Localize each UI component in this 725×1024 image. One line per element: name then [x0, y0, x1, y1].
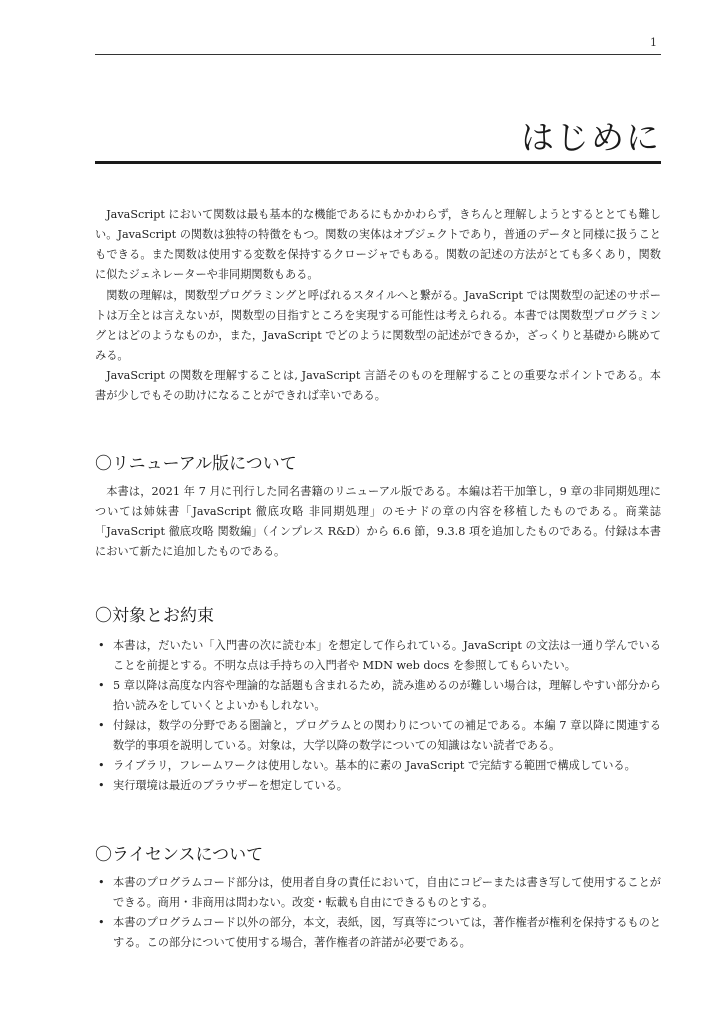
list-item: • 実行環境は最近のブラウザーを想定している。	[95, 776, 661, 796]
audience-list	[95, 636, 661, 796]
intro-paragraph-3: JavaScript の関数を理解することは, JavaScript 言語そのものを理解することの重要なポイントである。本書が少しでもその助けになることができれば幸いである。	[95, 369, 661, 402]
list-item: • ライブラリ，フレームワークは使用しない。基本的に素の JavaScript で完結する範囲で構成している。	[95, 756, 661, 776]
intro-paragraph-2: 関数の理解は，関数型プログラミングと呼ばれるスタイルへと繋がる。JavaScript では関数型の記述のサポートは万全とは言えないが，関数型の目指すところを実現する可能性は考えられる。本書では関数型プログラミングとはどのようなものか，また，JavaScript でどのように関数型の記述ができるか，ざっくりと基礎から眺めてみる。	[95, 289, 661, 362]
header-rule	[95, 54, 661, 55]
title-underline	[95, 161, 661, 164]
chapter-title: はじめに	[521, 118, 661, 157]
list-item: • 付録は，数学の分野である圏論と，プログラムとの関わりについての補足である。本編 7 章以降に関連する数学的事項を説明している。対象は，大学以降の数学についての知識はない読者である。	[95, 716, 661, 756]
renewal-paragraph: 本書は，2021 年 7 月に刊行した同名書籍のリニューアル版である。本編は若干加筆し，9 章の非同期処理については姉妹書「JavaScript 徹底攻略 非同期処理」のモナドの章の内容を移植したものである。商業誌「JavaScript 徹底攻略 関数編」（インプレス R&D）から 6.6 節，9.3.8 項を追加したものである。付録は本書において新たに追加したものである。	[95, 485, 661, 558]
page-number: 1	[650, 36, 657, 49]
intro-paragraph-1: JavaScript において関数は最も基本的な機能であるにもかかわらず，きちんと理解しようとするととても難しい。JavaScript の関数は独特の特徴をもつ。関数の実体はオブジェクトであり，普通のデータと同様に扱うこともできる。また関数は使用する変数を保持するクロージャでもある。関数の記述の方法がとても多くあり，関数に似たジェネレーターや非同期関数もある。	[95, 208, 661, 281]
section-heading-audience: 〇対象とお約束	[95, 606, 214, 626]
list-item: • 5 章以降は高度な内容や理論的な話題も含まれるため，読み進めるのが難しい場合は，理解しやすい部分から拾い読みをしていくとよいかもしれない。	[95, 676, 661, 716]
section-heading-renewal: 〇リニューアル版について	[95, 454, 297, 474]
list-item: • 本書のプログラムコード部分は，使用者自身の責任において，自由にコピーまたは書き写して使用することができる。商用・非商用は問わない。改変・転載も自由にできるものとする。	[95, 873, 661, 913]
list-item: • 本書のプログラムコード以外の部分，本文，表紙，図，写真等については，著作権者が権利を保持するものとする。この部分について使用する場合，著作権者の許諾が必要である。	[95, 913, 661, 953]
section-heading-license: 〇ライセンスについて	[95, 845, 264, 865]
license-list	[95, 873, 661, 953]
list-item: • 本書は，だいたい「入門書の次に読む本」を想定して作られている。JavaScript の文法は一通り学んでいることを前提とする。不明な点は手持ちの入門者や MDN web docs を参照してもらいたい。	[95, 636, 661, 676]
